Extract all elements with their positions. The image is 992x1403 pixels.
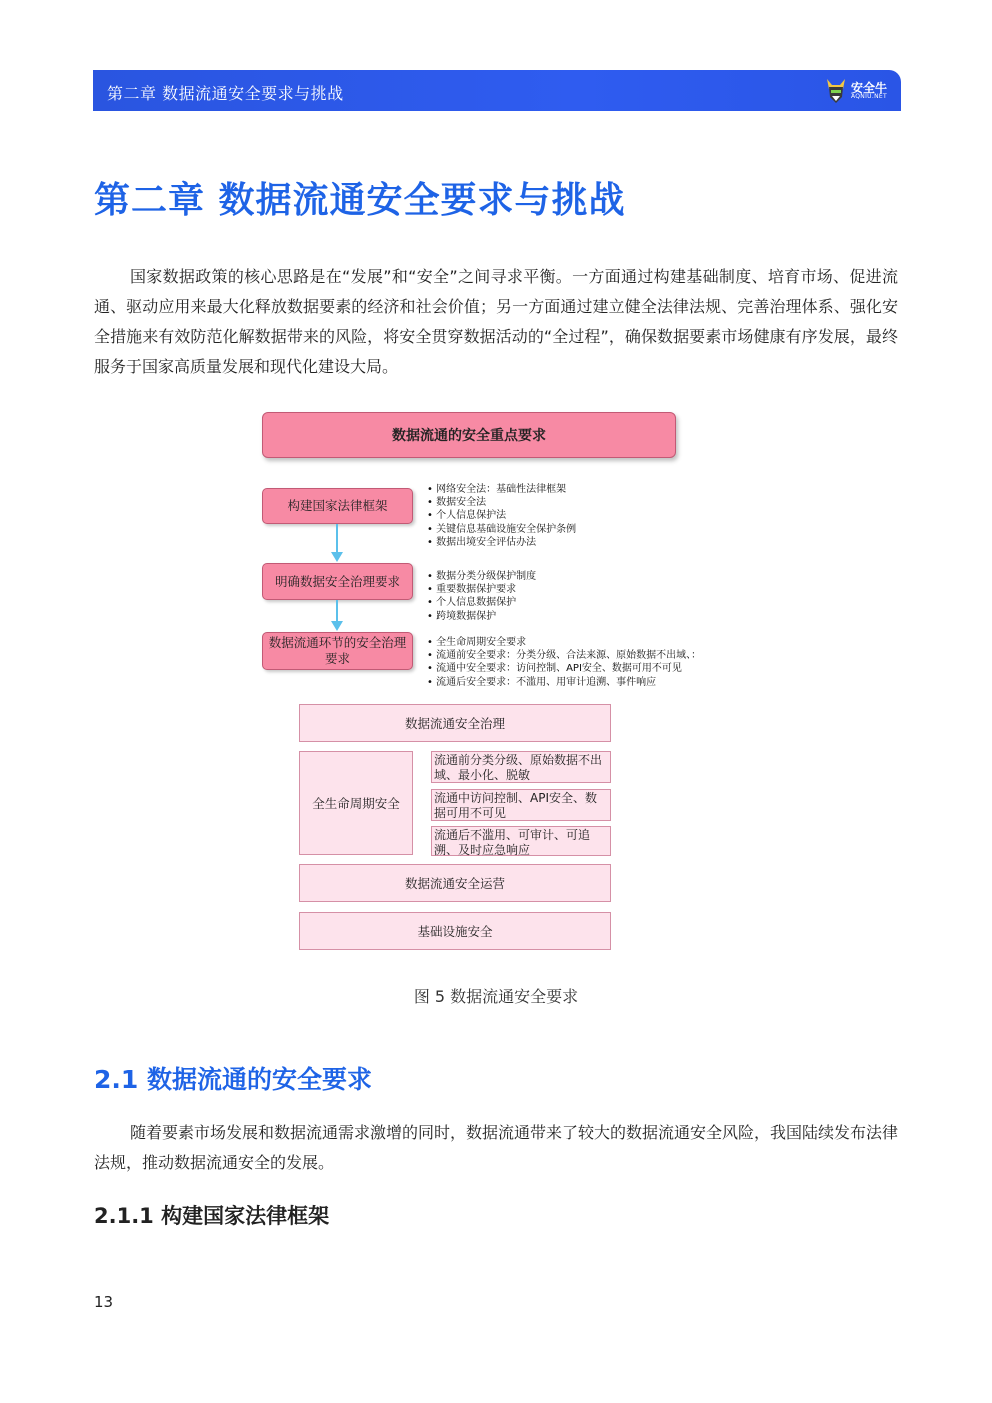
- down-arrow-icon: [330, 524, 344, 563]
- list-item: • 全生命周期安全要求: [427, 636, 701, 649]
- list-item: • 重要数据保护要求: [427, 583, 536, 596]
- governance-requirements-list: [427, 570, 536, 623]
- lifecycle-during-box: 流通中访问控制、API安全、数据可用不可见: [431, 789, 611, 821]
- list-item: • 数据安全法: [427, 496, 576, 509]
- chapter-title: 第二章 数据流通安全要求与挑战: [94, 180, 626, 221]
- lifecycle-before-box: 流通前分类分级、原始数据不出域、最小化、脱敏: [431, 751, 611, 783]
- section-title: 2.1 数据流通的安全要求: [94, 1065, 372, 1094]
- diagram-top-title: 数据流通的安全重点要求: [262, 412, 676, 458]
- list-item: • 流通后安全要求：不滥用、用审计追溯、事件响应: [427, 676, 701, 689]
- diagram-step-legal-framework: 构建国家法律框架: [262, 488, 413, 524]
- logo: [825, 76, 887, 106]
- diagram-step-circulation-governance: 数据流通环节的安全治理要求: [262, 632, 413, 670]
- list-item: • 个人信息保护法: [427, 509, 576, 522]
- diagram-step-governance-requirements: 明确数据安全治理要求: [262, 563, 413, 600]
- intro-paragraph: 国家数据政策的核心思路是在“发展”和“安全”之间寻求平衡。一方面通过构建基础制度、培育市场、促进流通、驱动应用来最大化释放数据要素的经济和社会价值；另一方面通过建立健全法律法规、完善治理体系、强化安全措施来有效防范化解数据带来的风险，将安全贯穿数据活动的“全过程”，确保数据要素市场健康有序发展，最终服务于国家高质量发展和现代化建设大局。: [94, 267, 898, 376]
- list-item: • 数据出境安全评估办法: [427, 536, 576, 549]
- legal-framework-list: [427, 483, 576, 549]
- section-paragraph: 随着要素市场发展和数据流通需求激增的同时，数据流通带来了较大的数据流通安全风险，我国陆续发布法律法规，推动数据流通安全的发展。: [94, 1123, 899, 1172]
- governance-top-box: 数据流通安全治理: [299, 704, 611, 742]
- page-number: 13: [94, 1293, 114, 1311]
- list-item: • 数据分类分级保护制度: [427, 570, 536, 583]
- list-item: • 网络安全法：基础性法律框架: [427, 483, 576, 496]
- operations-box: 数据流通安全运营: [299, 864, 611, 902]
- list-item: • 流通中安全要求：访问控制、API安全、数据可用不可见: [427, 662, 701, 675]
- logo-text: [851, 82, 887, 100]
- figure-caption: 图 5 数据流通安全要求: [413, 987, 579, 1006]
- list-item: • 个人信息数据保护: [427, 596, 536, 609]
- infrastructure-box: 基础设施安全: [299, 912, 611, 950]
- header-bar: [93, 70, 901, 111]
- lifecycle-after-box: 流通后不滥用、可审计、可追溯、及时应急响应: [431, 826, 611, 856]
- lifecycle-box: 全生命周期安全: [299, 751, 413, 855]
- list-item: • 流通前安全要求：分类分级、合法来源、原始数据不出域、：: [427, 649, 701, 662]
- circulation-governance-list: [427, 636, 701, 689]
- down-arrow-icon: [330, 600, 344, 632]
- bull-logo-icon: [825, 77, 847, 105]
- logo-name: 安全牛: [850, 81, 887, 95]
- subsection-title: 2.1.1 构建国家法律框架: [94, 1204, 330, 1228]
- list-item: • 关键信息基础设施安全保护条例: [427, 523, 576, 536]
- header-title: 第二章 数据流通安全要求与挑战: [107, 84, 344, 103]
- list-item: • 跨境数据保护: [427, 610, 536, 623]
- logo-url: AQNIU.NET: [850, 93, 887, 100]
